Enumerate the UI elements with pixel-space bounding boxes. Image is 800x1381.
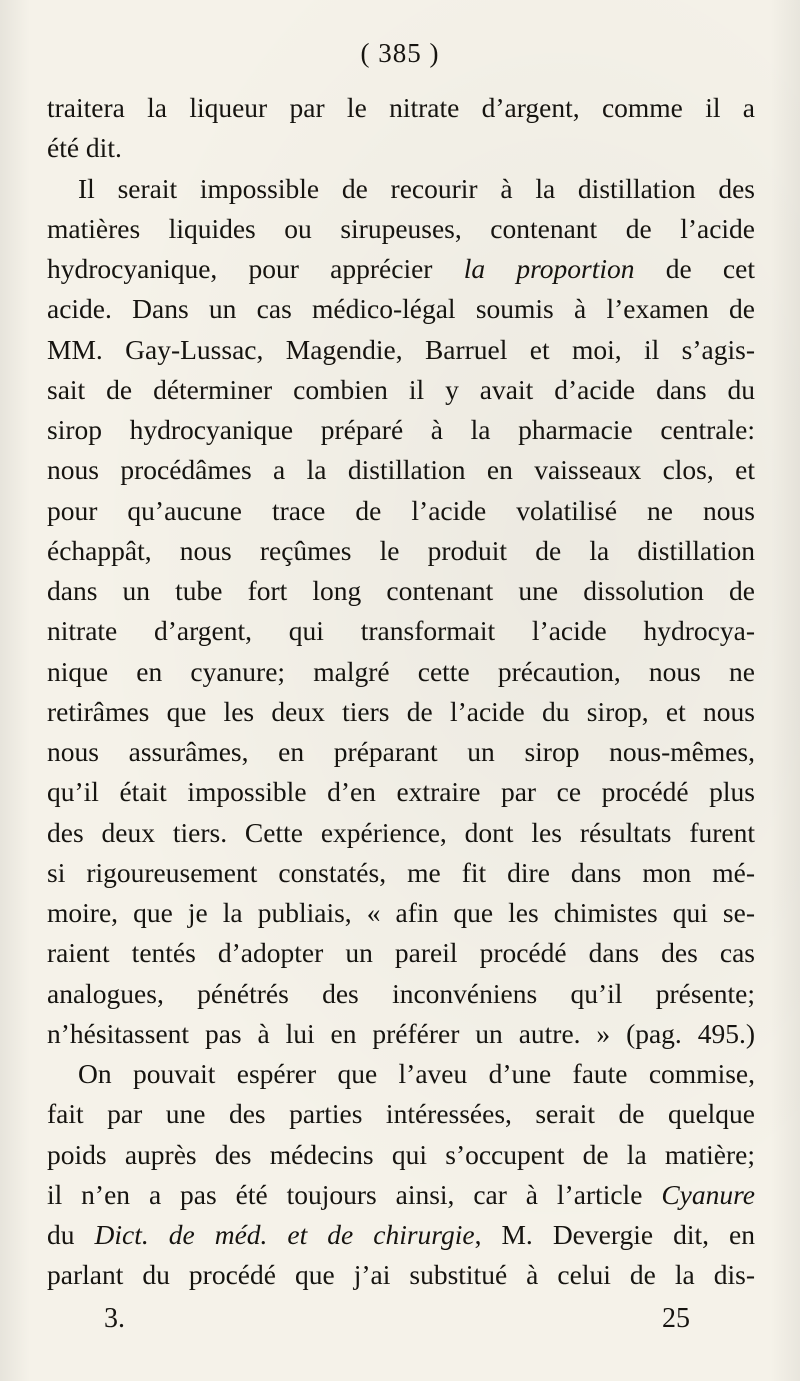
text-line: moire, que je la publiais, « afin que les chimistes qui se-: [47, 897, 755, 928]
text-line: dans un tube fort long contenant une dissolution de: [47, 575, 755, 606]
italic-text: Dict. de méd. et de chirurgie: [94, 1219, 475, 1250]
text-line: acide. Dans un cas médico-légal soumis à l’examen de: [47, 293, 755, 325]
text-line: nique en cyanure; malgré cette précaution, nous ne: [47, 655, 755, 687]
text-line: des deux tiers. Cette expérience, dont les résultats furent: [47, 816, 755, 848]
page-number: ( 385 ): [360, 38, 440, 68]
text-line: [47, 1175, 755, 1215]
text-run: hydrocyanique, pour apprécier: [47, 253, 464, 284]
text-line: [47, 1215, 755, 1255]
text-line: échappât, nous reçûmes le produit de la distillation: [47, 534, 755, 566]
text-line: pour qu’aucune trace de l’acide volatilisé ne nous: [47, 494, 755, 526]
text-run: du: [47, 1219, 95, 1250]
text-line: [47, 249, 755, 289]
text-line: poids auprès des médecins qui s’occupent de la matière;: [47, 1138, 755, 1170]
text-line: fait par une des parties intéressées, serait de quelque: [47, 1098, 755, 1130]
italic-text: Cyanure: [661, 1178, 755, 1210]
text-line: sait de déterminer combien il y avait d’acide dans du: [47, 373, 755, 405]
body-text: [47, 88, 755, 1296]
text-line: nous assurâmes, en préparant un sirop nous-mêmes,: [47, 736, 755, 767]
text-line: On pouvait espérer que l’aveu d’une faute commise,: [78, 1058, 755, 1089]
text-line: raient tentés d’adopter un pareil procédé dans des cas: [47, 937, 755, 969]
text-line: nitrate d’argent, qui transformait l’acide hydrocya-: [47, 615, 755, 647]
italic-text: la proportion: [463, 253, 635, 284]
text-line: si rigoureusement constatés, me fit dire dans mon mé-: [47, 856, 755, 888]
text-line: traitera la liqueur par le nitrate d’argent, comme il a: [47, 92, 755, 123]
text-line: n’hésitassent pas à lui en préférer un autre. » (pag. 495.): [47, 1017, 755, 1049]
text-run: il n’en a pas été toujours ainsi, car à l’article: [47, 1178, 662, 1210]
text-line: matières liquides ou sirupeuses, contenant de l’acide: [47, 212, 755, 244]
text-line: retirâmes que les deux tiers de l’acide du sirop, et nous: [47, 695, 755, 727]
text-line: nous procédâmes a la distillation en vaisseaux clos, et: [47, 454, 755, 486]
text-line: sirop hydrocyanique préparé à la pharmacie centrale:: [47, 414, 755, 445]
folio-number: 25: [662, 1303, 690, 1334]
text-line: parlant du procédé que j’ai substitué à celui de la dis-: [47, 1259, 755, 1291]
text-line: analogues, pénétrés des inconvéniens qu’il présente;: [47, 977, 755, 1009]
text-line: MM. Gay-Lussac, Magendie, Barruel et moi, il s’agis-: [47, 333, 755, 365]
text-run: de cet: [634, 253, 755, 284]
text-run: , M. Devergie dit, en: [474, 1219, 755, 1250]
signature-mark: 3.: [104, 1303, 125, 1334]
text-line: qu’il était impossible d’en extraire par ce procédé plus: [47, 776, 755, 808]
text-line: été dit.: [47, 132, 122, 164]
text-line: Il serait impossible de recourir à la distillation des: [78, 172, 755, 204]
